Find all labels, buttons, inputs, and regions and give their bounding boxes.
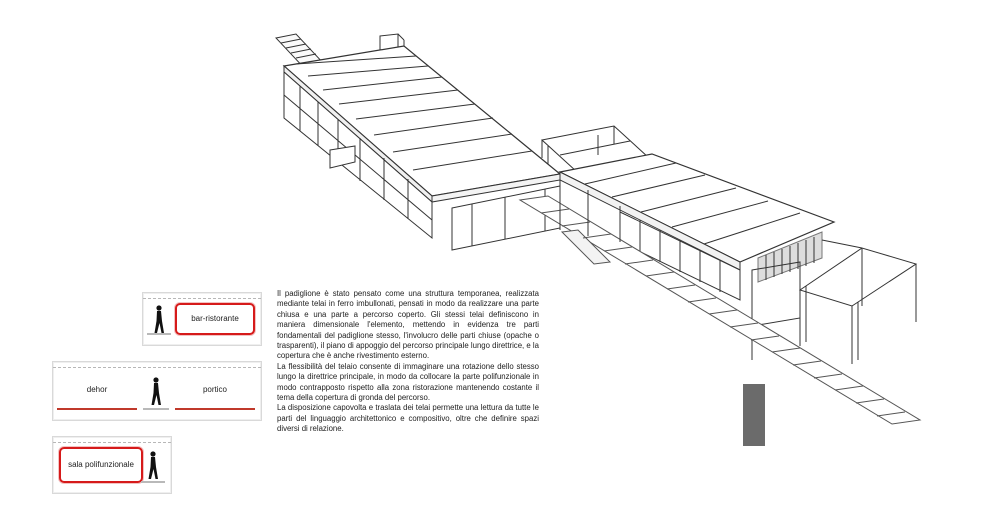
description-paragraph-3: La disposizione capovolta e traslata dei telai permette una lettura da tutte le parti del linguaggio architettonico e compositivo, oltre che definire spazi diversi di relazione. [277,403,539,434]
legend-label-portico: portico [175,372,255,410]
card-top-edge [143,293,261,299]
person-figure-cell [141,451,165,483]
person-walking-icon [147,451,159,481]
person-walking-icon [150,377,162,407]
person-walking-icon [153,305,165,335]
grey-scale-block [743,384,765,446]
legend-label-sala-polifunzionale: sala polifunzionale [59,447,143,483]
description-paragraph-2: La flessibilità del telaio consente di immaginare una rotazione dello stesso lungo la direttrice principale, in modo da collocare la parte polifunzionale in modo contrapposto rispetto alla zona ristorazione mantenendo costante il tema della copertura di gronda del percorso. [277,361,539,403]
card-top-edge [53,362,261,368]
person-figure-cell [143,376,169,410]
description-paragraph-1: Il padiglione è stato pensato come una struttura temporanea, realizzata mediante telai in ferro imbullonati, pensati in modo da realizzare una parte chiusa e una parte a percorso coperto. Gli stessi telai definiscono in maniera dimensionale l'elemento, mettendo in evidenza tre parti fondamentali del padiglione stesso, l'involucro delle parti chiuse (opache o trasparenti), il piano di appoggio del percorso principale lungo direttrice, e la copertura che è anche rivestimento esterno. [277,289,539,361]
legend-row-bar-ristorante [142,292,262,346]
person-figure-cell [147,307,171,335]
legend-row-sala-polifunzionale [52,436,172,494]
legend-row-dehor-portico [52,361,262,421]
legend-label-dehor: dehor [57,372,137,410]
card-top-edge [53,437,171,443]
project-description [277,289,539,435]
legend-label-bar-ristorante: bar-ristorante [175,303,255,335]
